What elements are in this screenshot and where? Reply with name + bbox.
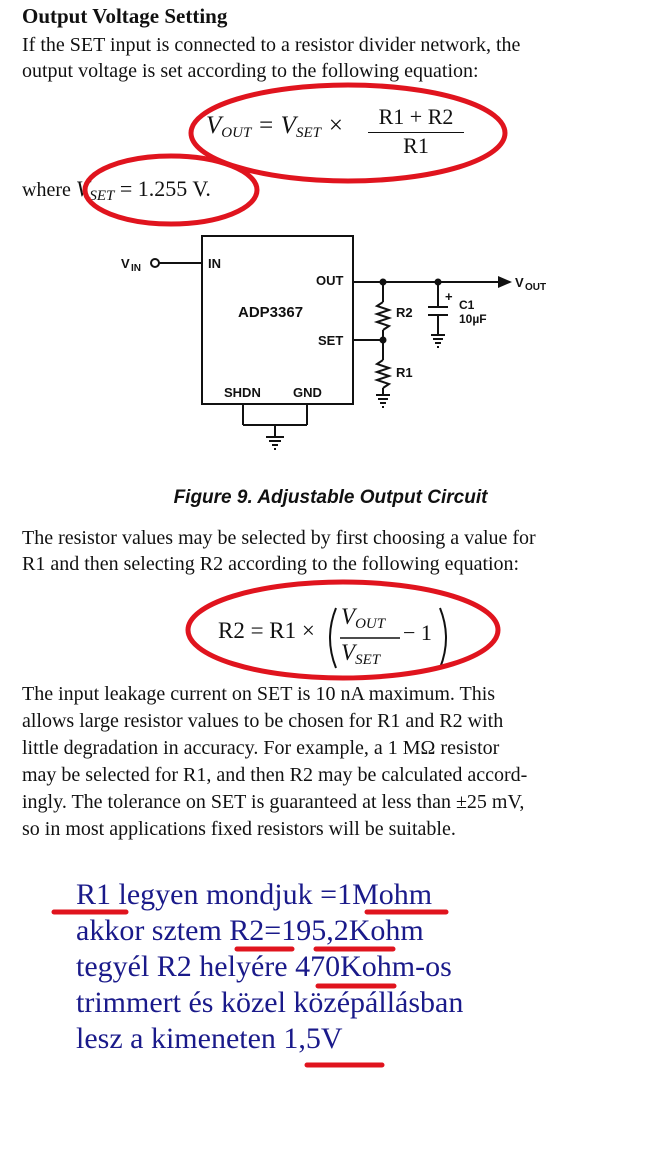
figure-caption: Figure 9. Adjustable Output Circuit <box>173 487 488 508</box>
eq2-denominator <box>341 640 380 666</box>
pin-shdn-label: SHDN <box>224 385 261 400</box>
eq2-num-sub: OUT <box>355 616 386 632</box>
vin-terminal <box>151 259 159 267</box>
eq2-numerator <box>341 604 385 630</box>
pin-set-label: SET <box>318 333 344 348</box>
eq1-denominator: R1 <box>403 133 429 158</box>
ground-symbol-r1 <box>376 395 390 407</box>
leakage-paragraph <box>22 681 527 843</box>
left-paren <box>330 608 336 668</box>
c1-label: C1 <box>459 298 475 312</box>
leakage-line: ingly. The tolerance on SET is guaranteed at less than ±25 mV, <box>22 791 525 813</box>
eq2-den-sub: SET <box>355 652 381 668</box>
junction-dot <box>380 337 387 344</box>
note-line: tegyél R2 helyére 470Kohm-os <box>76 950 452 983</box>
intro-line: If the SET input is connected to a resistor divider network, the <box>22 34 521 56</box>
where-prefix: where <box>22 179 76 201</box>
pin-out-label: OUT <box>316 273 344 288</box>
eq2-den-v: V <box>341 640 356 665</box>
eq2-minus-one: − 1 <box>403 620 432 645</box>
leakage-line: may be selected for R1, and then R2 may be calculated accord- <box>22 764 528 786</box>
intro-line: output voltage is set according to the following equation: <box>22 60 479 82</box>
vset-value: = 1.255 V. <box>114 176 211 201</box>
vout-arrow <box>498 276 512 288</box>
vout-equation <box>206 112 344 140</box>
eq1-vset-sub: SET <box>295 125 321 141</box>
vout-sub: OUT <box>525 282 547 293</box>
adjustable-output-circuit <box>0 225 661 465</box>
vout-label: V <box>515 275 524 290</box>
selection-paragraph <box>22 525 536 577</box>
r2-resistor <box>377 302 389 330</box>
r2-equation <box>218 618 315 644</box>
vset-sub: SET <box>89 188 115 204</box>
eq2-lhs: R2 = R1 × <box>218 618 315 643</box>
pin-in-label: IN <box>208 256 221 271</box>
c1-plus: + <box>445 289 453 304</box>
handwritten-note <box>76 877 463 1057</box>
eq1-numerator: R1 + R2 <box>378 104 454 129</box>
eq2-num-v: V <box>341 604 356 629</box>
note-line: R1 legyen mondjuk =1Mohm <box>76 878 433 911</box>
eq1-lhs: V <box>206 112 222 139</box>
chip-name: ADP3367 <box>238 304 304 321</box>
ground-symbol-ic <box>266 437 284 449</box>
eq1-equals: = V <box>251 112 296 139</box>
note-line: lesz a kimeneten 1,5V <box>76 1022 343 1055</box>
r1-label: R1 <box>396 365 413 380</box>
leakage-line: little degradation in accuracy. For example, a 1 MΩ resistor <box>22 737 500 759</box>
leakage-line: so in most applications fixed resistors will be suitable. <box>22 818 456 840</box>
vin-sub: IN <box>131 263 141 274</box>
eq1-fraction <box>368 104 464 159</box>
junction-dot <box>435 279 442 286</box>
eq1-times: × <box>320 112 345 139</box>
selection-line: The resistor values may be selected by first choosing a value for <box>22 527 536 549</box>
section-heading: Output Voltage Setting <box>22 4 228 28</box>
c1-value: 10µF <box>459 312 487 326</box>
ground-symbol-c1 <box>431 335 445 347</box>
r2-label: R2 <box>396 305 413 320</box>
note-line: trimmert és közel középállásban <box>76 986 464 1019</box>
r1-resistor <box>377 360 389 388</box>
eq1-lhs-sub: OUT <box>221 125 252 141</box>
leakage-line: allows large resistor values to be chosen for R1 and R2 with <box>22 710 504 732</box>
pin-gnd-label: GND <box>293 385 322 400</box>
junction-dot <box>380 279 387 286</box>
right-paren <box>440 608 446 668</box>
leakage-line: The input leakage current on SET is 10 nA maximum. This <box>22 683 496 705</box>
selection-line: R1 and then selecting R2 according to the following equation: <box>22 553 520 575</box>
intro-paragraph <box>22 32 520 84</box>
vset-definition <box>22 176 211 202</box>
vin-label: V <box>121 256 130 271</box>
note-line: akkor sztem R2=195,2Kohm <box>76 914 424 947</box>
vset-symbol: V <box>75 176 90 201</box>
